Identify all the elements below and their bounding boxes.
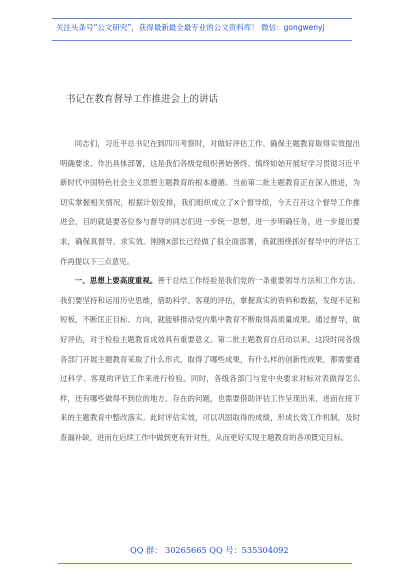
paragraph-section-one (60, 271, 360, 447)
footer-qq-contact: QQ 群： 30265665 QQ 号：535304092 (130, 545, 289, 555)
document-title: 书记在教育督导工作推进会上的讲话 (66, 94, 219, 105)
document-body (60, 134, 360, 448)
paragraph-intro-text: 同志们，习近平总书记在到四川考察时，对做好评估工作、确保主题教育取得实效提出明确要求、作出具体部署，这是我们各级党组织善始善终、慎终如始开展好学习贯彻习近平新时代中国特色社会主义思想主题教育的根本遵循。当前第二批主题教育正在深入推进，为切实掌握相关情况，根据计划安排，我们组织成立了X个督导组，今天召开这个督导工作推进会，目的就是要各位参与督导的同志们进一步统一思想，进一步明确任务，进一步提出要求，确保真督导，求实效。刚刚X部长已经做了很全面部署，我就围绕抓好督导中的评估工作再提以下三点意见。 (60, 139, 360, 266)
banner-bottom-rule (52, 40, 352, 41)
section-one-heading: 一、思想上要高度重视。 (74, 276, 158, 286)
paragraph-intro (60, 134, 360, 271)
banner-text: 关注头条号“公文研究”，获得最新最全最专业的公文资料库！ 微信：gongwenyj (56, 23, 325, 32)
footer-rule (58, 563, 352, 564)
top-banner (0, 0, 408, 46)
section-one-text: 善于总结工作经验是我们党的一条重要领导方法和工作方法。我们要坚持和运用历史思维，借助科学、客观的评估，掌握真实的资料和数据，发现不足和短板，不断匡正目标、方向，就能够推动党内集中教育不断取得高质量成果。通过督导，做好评估，对于检验主题教育成效具有重要意义。第二批主题教育自启动以来，这段时间各级各部门开展主题教育采取了什么形式，取得了哪些成果，有什么样的创新性成果，都需要通过科学、客观的评估工作来进行检验。同时，各级各部门与党中央要求对标对表做得怎么样，还有哪些做得不到位的地方、存在的问题，也需要借助评估工作呈现出来，进而在接下来的主题教育中整改落实。此时评估实效，可以巩固取得的成绩，形成长效工作机制，及时查漏补缺，进而在后续工作中做到更有针对性，从而更好实现主题教育的各项既定目标。 (60, 276, 360, 442)
banner-top-rule (52, 18, 352, 19)
footer (0, 545, 408, 565)
